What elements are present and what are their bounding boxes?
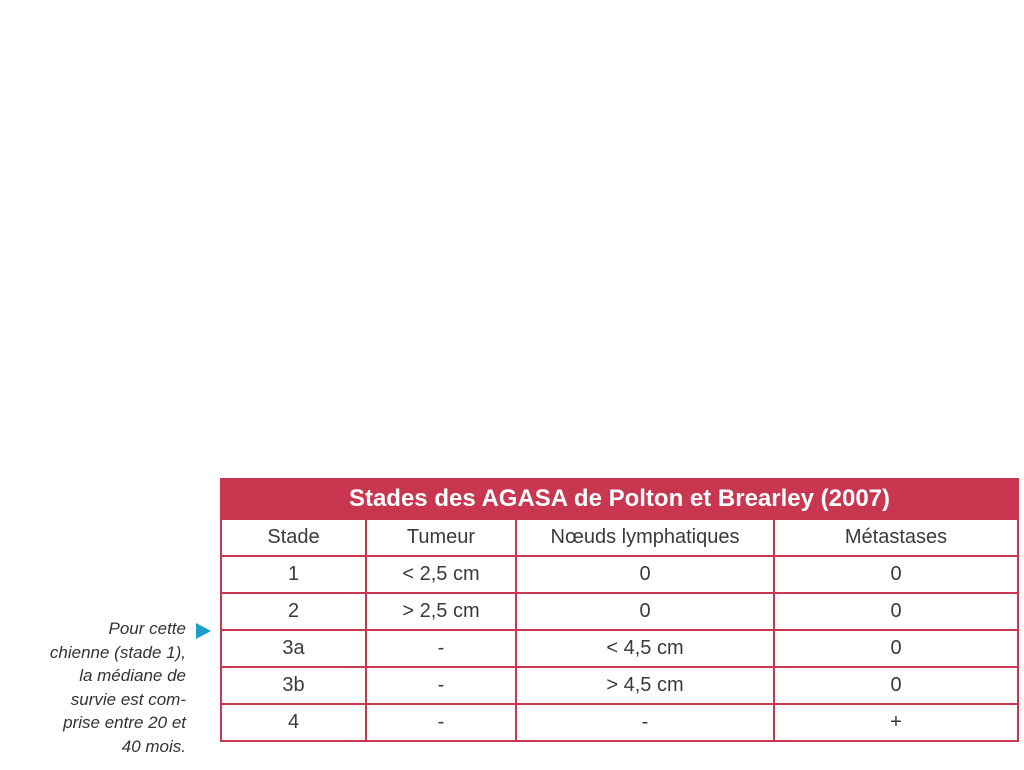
cell-noeuds: > 4,5 cm <box>516 667 774 704</box>
cell-tumeur: > 2,5 cm <box>366 593 516 630</box>
table-row <box>221 667 1018 704</box>
side-note-line: prise entre 20 et <box>63 713 186 732</box>
cell-stade: 3b <box>221 667 366 704</box>
side-note-line: la médiane de <box>79 666 186 685</box>
cell-stade: 4 <box>221 704 366 741</box>
side-note-line: 40 mois. <box>121 736 186 756</box>
table-row <box>221 630 1018 667</box>
cell-metastases: + <box>774 704 1018 741</box>
table-row <box>221 556 1018 593</box>
cell-noeuds: < 4,5 cm <box>516 630 774 667</box>
cell-noeuds: 0 <box>516 556 774 593</box>
side-note <box>10 617 186 758</box>
side-note-line: Pour cette <box>108 619 186 638</box>
cell-metastases: 0 <box>774 593 1018 630</box>
table-row <box>221 593 1018 630</box>
cell-metastases: 0 <box>774 630 1018 667</box>
cell-stade: 2 <box>221 593 366 630</box>
cell-stade: 3a <box>221 630 366 667</box>
cell-tumeur: - <box>366 704 516 741</box>
table-header-row <box>221 520 1018 556</box>
table-row <box>221 704 1018 741</box>
stage-table <box>220 478 1019 742</box>
cell-metastases: 0 <box>774 556 1018 593</box>
cell-tumeur: - <box>366 667 516 704</box>
cell-noeuds: - <box>516 704 774 741</box>
header-metastases: Métastases <box>774 520 1018 556</box>
cell-noeuds: 0 <box>516 593 774 630</box>
cell-tumeur: - <box>366 630 516 667</box>
side-note-line: survie est com- <box>70 689 186 709</box>
table-title: Stades des AGASA de Polton et Brearley (2007) <box>220 478 1019 520</box>
header-noeuds: Nœuds lymphatiques <box>516 520 774 556</box>
pointer-arrow-icon <box>196 623 211 639</box>
cell-metastases: 0 <box>774 667 1018 704</box>
header-stade: Stade <box>221 520 366 556</box>
side-note-line: chienne (stade 1), <box>49 642 186 662</box>
cell-stade: 1 <box>221 556 366 593</box>
cell-tumeur: < 2,5 cm <box>366 556 516 593</box>
header-tumeur: Tumeur <box>366 520 516 556</box>
